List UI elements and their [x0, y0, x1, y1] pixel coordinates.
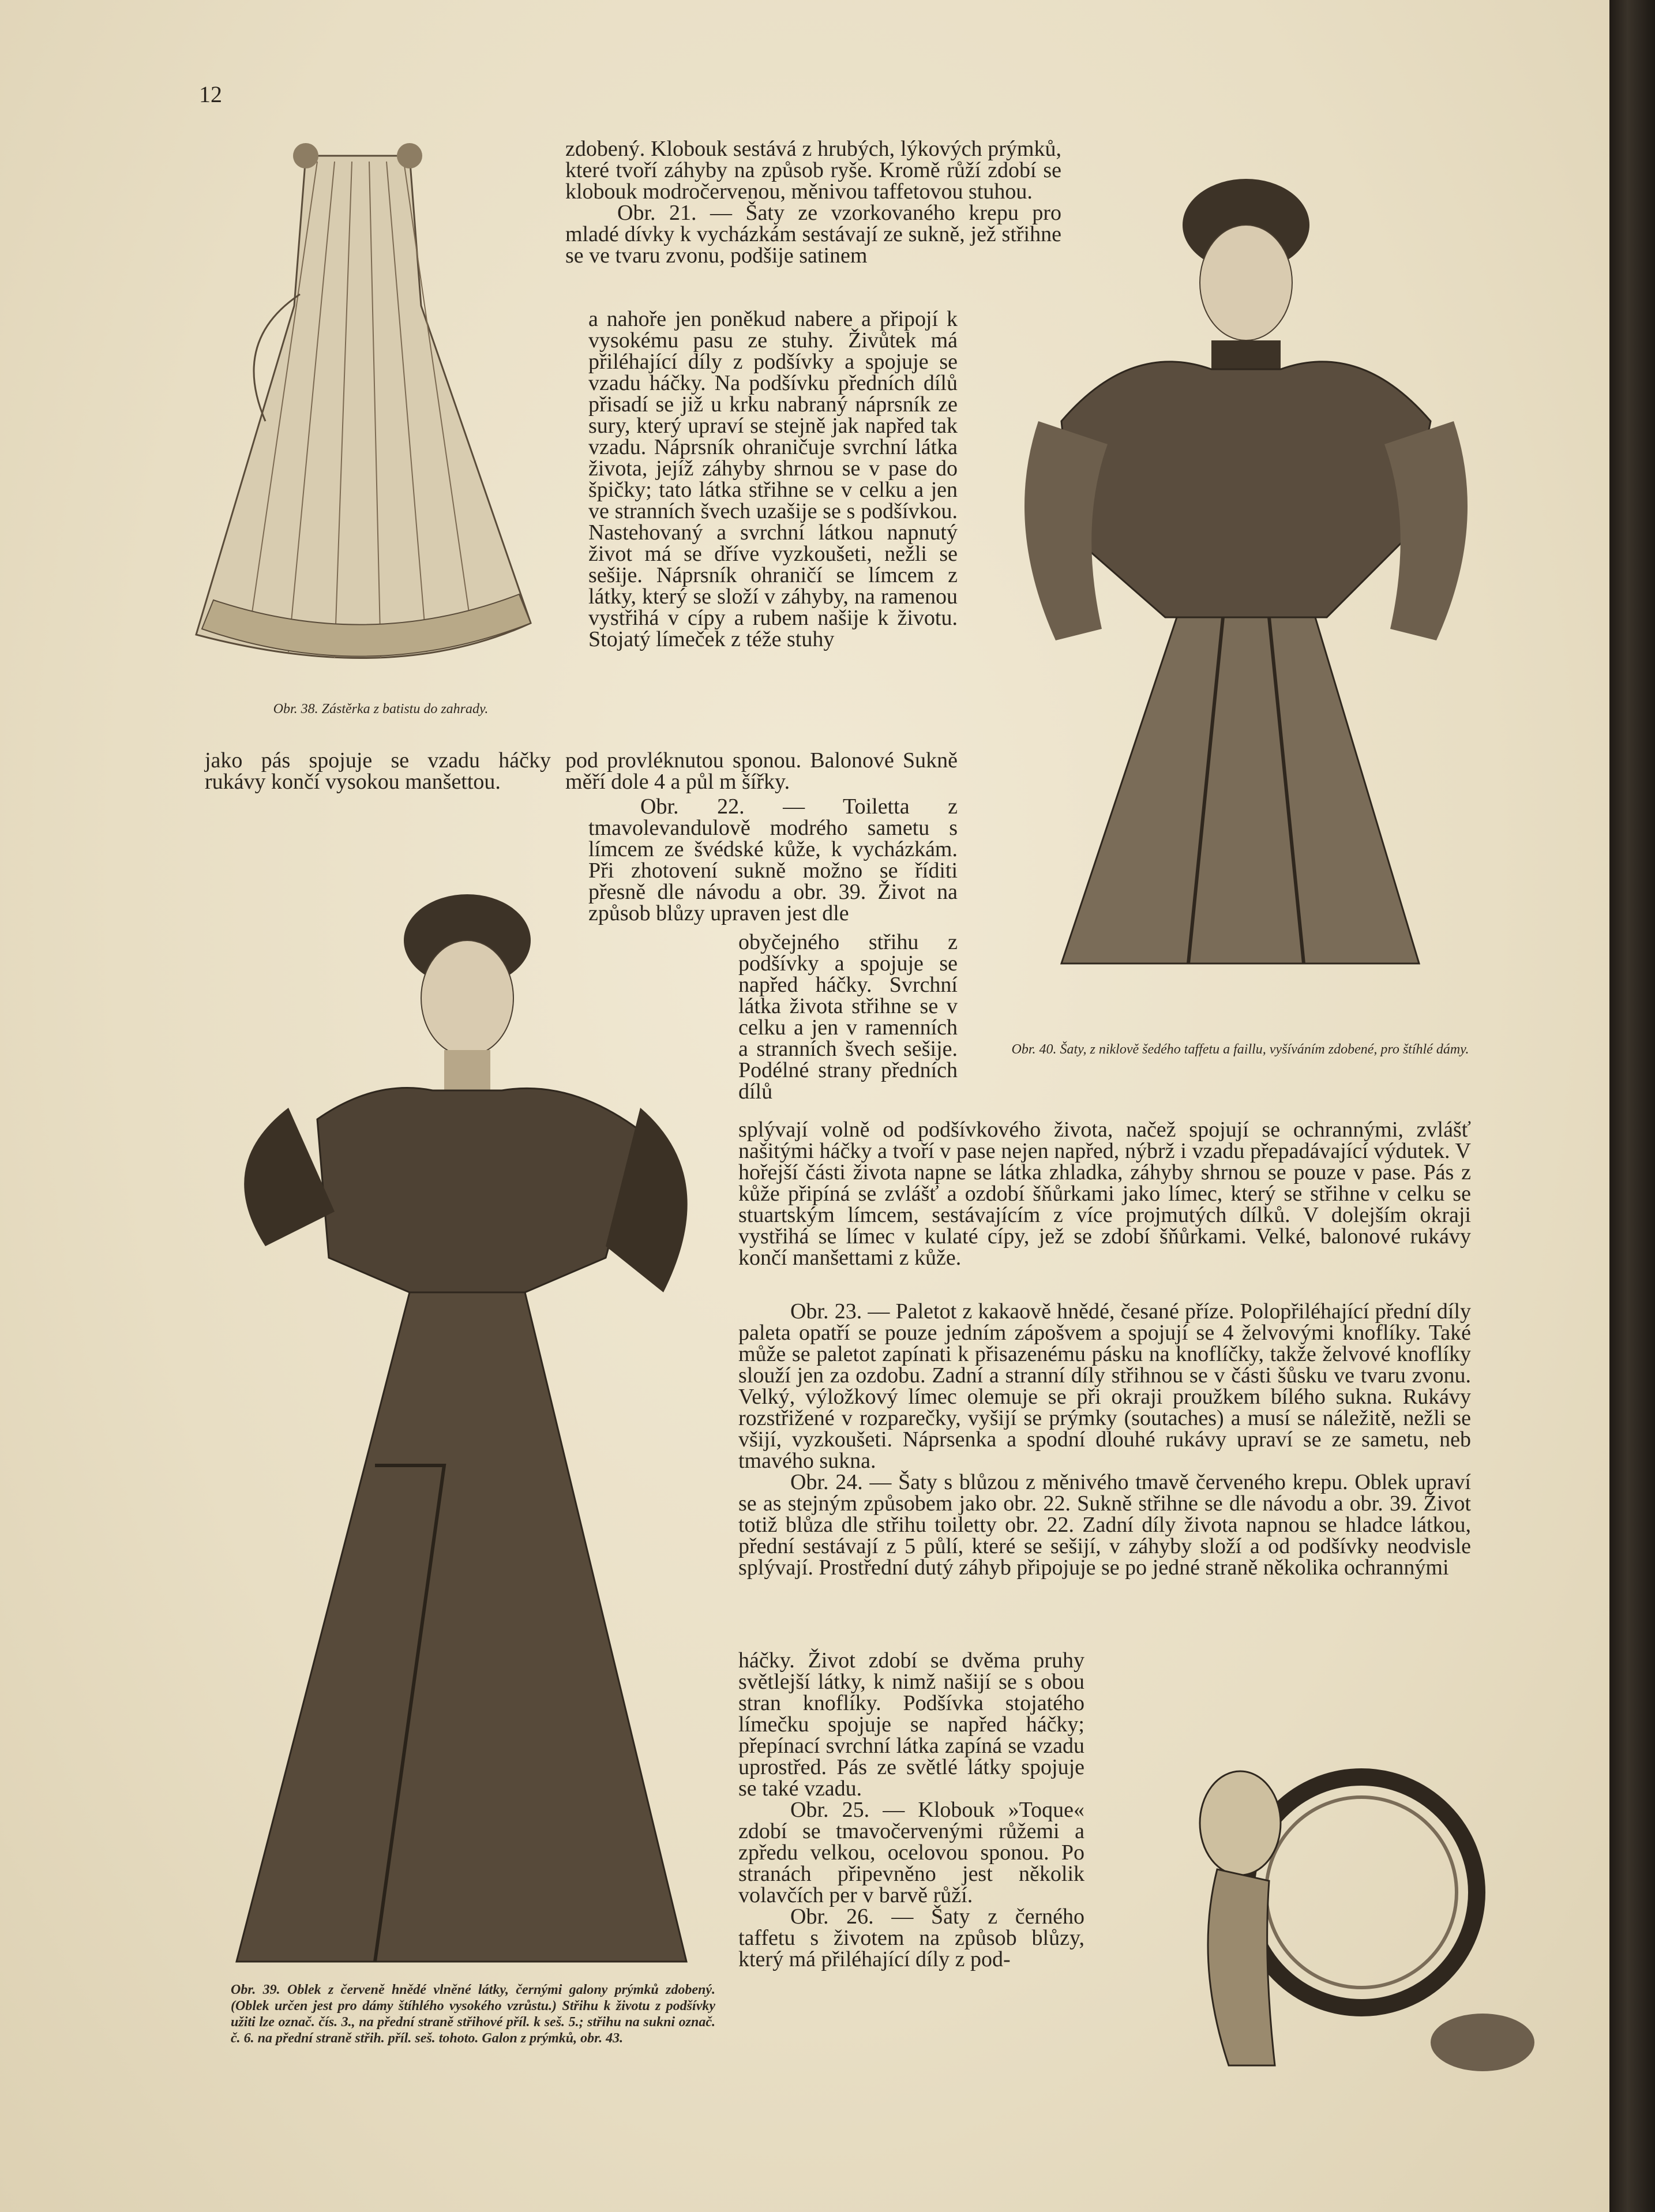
paragraph-obr22-narrow: obyčejného střihu z podšívky a spojuje se napřed háčky. Svrchní látka života střihne se v celku a jen v ramenních a stranních švech sešije. Podélné strany předních dílů	[738, 930, 958, 1104]
figure-38-apron	[162, 133, 560, 681]
page-number: 12	[199, 81, 222, 107]
paragraph-obr26: Obr. 26. — Šaty z černého taffetu s životem na způsob blůzy, který má přiléhající díly z pod-	[738, 1904, 1084, 1971]
binding-edge	[1609, 0, 1655, 2212]
text-block-obr21-left	[205, 750, 551, 793]
paragraph-closing: zdobený. Klobouk sestává z hrubých, lýkových prýmků, které tvoří záhyby na způsob ryše. Kromě růží zdobí se klobouk modročervenou, měnivou taffetovou stuhou.	[565, 137, 1061, 204]
figure-40-dress	[1004, 179, 1477, 969]
text-block-obr21-narrow	[588, 309, 958, 650]
paragraph-obr24-narrow: háčky. Život zdobí se dvěma pruhy světlejší látky, k nimž našijí se s obou stran knoflíky. Podšívka stojatého límečku spojuje se napřed háčky; přepínací svrchní látka zapíná se vzadu uprostřed. Pás ze světlé látky spojuje se také vzadu.	[738, 1648, 1084, 1801]
paragraph-obr25: Obr. 25. — Klobouk »Toque« zdobí se tmavočervenými růžemi a zpředu velkou, ocelovou sponou. Po stranách připevněno jest několik volavčích per v barvě růží.	[738, 1798, 1084, 1907]
figure-38-caption: Obr. 38. Zástěrka z batistu do zahrady.	[273, 702, 489, 717]
paragraph-obr21-right: pod provléknutou sponou. Balonové Sukně měří dole 4 a půl m šířky.	[565, 748, 958, 794]
paragraph-obr22: Obr. 22. — Toiletta z tmavolevandulově modrého sametu s límcem ze švédské kůže, k vycházkám. Při zhotovení sukně možno se říditi přesně dle návodu a obr. 39. Život na způsob blůzy upraven jest dle	[588, 794, 958, 925]
paragraph-obr21-first: Obr. 21. — Šaty ze vzorkovaného krepu pro mladé dívky k vycházkám sestávají ze sukně, jež střihne se ve tvaru zvonu, podšije satinem	[565, 201, 1061, 268]
paragraph-obr24: Obr. 24. — Šaty s blůzou z měnivého tmavě červeného krepu. Oblek upraví se as stejným způsobem jako obr. 22. Sukně střihne se dle návodu a obr. 39. Život totiž blůza dle střihu toiletty obr. 22. Zadní díly života napnou se hladce látkou, přední sestávají z 5 půlí, které se sešijí, v záhyby složí a od podšívky neodvisle splývají. Prostřední dutý záhyb připojuje se po jedné straně několika ochrannými	[738, 1470, 1471, 1580]
ornament-vignette	[1148, 1719, 1546, 2089]
gown-39-illustration	[202, 888, 733, 1973]
text-block-obr22	[588, 796, 958, 924]
figure-39-gown	[202, 888, 733, 1973]
text-block-obr22-narrow	[738, 932, 958, 1103]
text-block-obr21-right	[565, 750, 958, 793]
ornament-illustration	[1148, 1719, 1546, 2089]
text-block-obr23-24	[738, 1301, 1471, 1579]
apron-illustration	[162, 133, 560, 681]
text-block-1	[565, 138, 1061, 267]
figure-40-caption: Obr. 40. Šaty, z niklově šedého taffetu a faillu, vyšíváním zdobené, pro štíhlé dámy.	[1011, 1042, 1469, 1057]
text-block-obr22-full	[738, 1119, 1471, 1269]
paragraph-obr23: Obr. 23. — Paletot z kakaově hnědé, česané příze. Polopřiléhající přední díly paleta opatří se pouze jedním zápošvem a spojují se 4 želvovými knoflíky. Také může se paletot zapínati k přisazenému pásku na knoflíčky, takže želvové knoflíky slouží jen za ozdobu. Zadní a stranní díly střihnou se v části šůsku ve tvaru zvonu. Velký, výložkový límec olemuje se při okraji proužkem bílého sukna. Rukávy rozstřižené v rozparečky, vyšijí se prýmky (soutaches) a musí se náležitě, nežli se všijí, vyzkoušeti. Náprsenka a spodní dlouhé rukávy upraví se ze sametu, neb tmavého sukna.	[738, 1299, 1471, 1473]
paragraph-obr22-full: splývají volně od podšívkového života, načež spojují se ochrannými, zvlášť našitými háčky a tvoří v pase nejen napřed, nýbrž i vzadu přepadávající výdutek. V hořejší části života napne se látka zhladka, záhyby shrnou se pouze v pase. Pás z kůže připíná se zvlášť a ozdobí šňůrkami jako límec, který se střihne v celku se stuartským límcem, sestávajícím z více projmutých dílků. V dolejším okraji vystřihá se límec v kulaté cípy, jež se zdobí šňůrkami. Velké, balonové rukávy končí manšettami z kůže.	[738, 1118, 1471, 1270]
dress-40-illustration	[1004, 179, 1477, 969]
figure-39-caption: Obr. 39. Oblek z červeně hnědé vlněné látky, černými galony prýmků zdobený. (Oblek určen jest pro dámy štíhlého vysokého vzrůstu.) Střihu k životu z podšívky užiti lze označ. čís. 3., na přední straně střihové příl. k seš. 5.; střihu na sukni označ. č. 6. na přední straně střih. příl. seš. tohoto. Galon z prýmků, obr. 43.	[231, 1982, 715, 2046]
paragraph-obr21-left: jako pás spojuje se vzadu háčky rukávy končí vysokou manšettou.	[205, 748, 551, 794]
text-block-bottom-narrow	[738, 1650, 1084, 1970]
paragraph-obr21-narrow: a nahoře jen poněkud nabere a připojí k vysokému pasu ze stuhy. Živůtek má přiléhající díly z podšívky a spojuje se vzadu háčky. Na podšívku předních dílů přisadí se již u krku nabraný náprsník ze sury, který upraví se stejně jak napřed tak vzadu. Náprsník ohraničuje svrchní látka života, jejíž záhyby shrnou se v pase do špičky; tato látka střihne se v celku a jen ve stranních švech uzašije se s podšívkou. Nastehovaný a svrchní látkou napnutý život má se dříve vyzkoušeti, nežli se sešije. Náprsník ohraničí se límcem z látky, který se složí v záhyby, na ramenou vystřihá v cípy a rubem našije k životu. Stojatý límeček z téže stuhy	[588, 307, 958, 651]
